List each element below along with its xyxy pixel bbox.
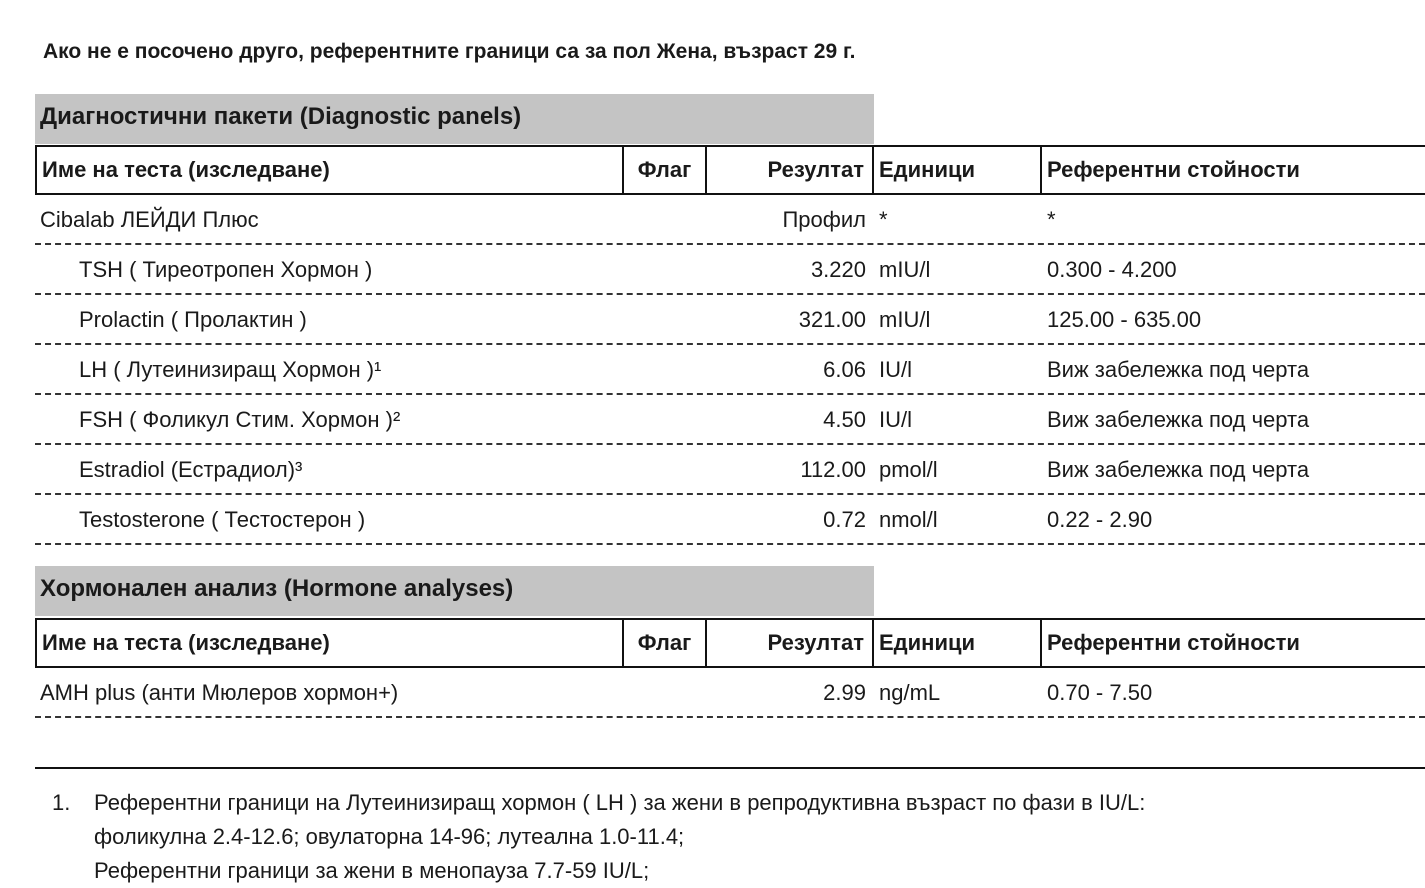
test-name: FSH ( Фоликул Стим. Хормон )² xyxy=(79,406,401,432)
test-reference: 0.300 - 4.200 xyxy=(1047,256,1177,282)
test-units: ng/mL xyxy=(879,679,941,705)
section-title-hormone-analyses: Хормонален анализ (Hormone analyses) xyxy=(35,566,874,616)
table-header-hormone-analyses xyxy=(35,618,1425,668)
footnote-line: Референтни граници на Лутеинизиращ хормон ( LH ) за жени в репродуктивна възраст по фази в IU/L: xyxy=(94,790,1146,815)
table-row xyxy=(35,496,1425,545)
test-name: AMH plus (анти Мюлеров хормон+) xyxy=(40,679,399,705)
table-row xyxy=(35,396,1425,445)
test-reference: Виж забележка под черта xyxy=(1047,356,1310,382)
column-header-reference: Референтни стойности xyxy=(1047,630,1300,655)
column-header-name: Име на теста (изследване) xyxy=(35,147,624,193)
test-name: Cibalab ЛЕЙДИ Плюс xyxy=(40,206,259,232)
test-units: nmol/l xyxy=(879,506,938,532)
test-units: IU/l xyxy=(879,406,912,432)
test-units: mIU/l xyxy=(879,256,931,282)
column-header-units: Единици xyxy=(874,620,1042,666)
footnote-line: Референтни граници за жени в менопауза 7.7-59 IU/L; xyxy=(94,858,650,883)
test-reference: Виж забележка под черта xyxy=(1047,406,1310,432)
footnote-number: 1. xyxy=(52,790,71,815)
table-header-diagnostic-panels xyxy=(35,145,1425,195)
reference-notice: Ако не е посочено друго, референтните граници са за пол Жена, възраст 29 г. xyxy=(43,40,856,63)
column-header-result: Резултат xyxy=(707,147,874,193)
column-header-result: Резултат xyxy=(707,620,874,666)
test-result: 2.99 xyxy=(823,679,866,705)
test-reference: * xyxy=(1047,206,1056,232)
test-name: Estradiol (Естрадиол)³ xyxy=(79,456,303,482)
test-units: * xyxy=(879,206,888,232)
test-reference: Виж забележка под черта xyxy=(1047,456,1310,482)
test-result: 321.00 xyxy=(798,306,866,332)
test-units: pmol/l xyxy=(879,456,938,482)
column-header-flag: Флаг xyxy=(624,147,707,193)
table-row xyxy=(35,296,1425,345)
test-result: 4.50 xyxy=(823,406,866,432)
column-header-flag: Флаг xyxy=(624,620,707,666)
column-header-name: Име на теста (изследване) xyxy=(35,620,624,666)
test-result: 3.220 xyxy=(810,256,866,282)
table-row xyxy=(35,669,1425,718)
test-result: Профил xyxy=(782,206,866,232)
test-name: Prolactin ( Пролактин ) xyxy=(79,306,307,332)
table-row xyxy=(35,196,1425,245)
table-row xyxy=(35,446,1425,495)
test-units: mIU/l xyxy=(879,306,931,332)
test-result: 0.72 xyxy=(823,506,866,532)
column-header-reference: Референтни стойности xyxy=(1047,157,1300,182)
test-result: 6.06 xyxy=(823,356,866,382)
table-row xyxy=(35,346,1425,395)
footnote-divider xyxy=(35,767,1425,769)
test-name: TSH ( Тиреотропен Хормон ) xyxy=(79,256,373,282)
section-title-diagnostic-panels: Диагностични пакети (Diagnostic panels) xyxy=(35,94,874,144)
test-result: 112.00 xyxy=(800,456,866,482)
test-reference: 0.22 - 2.90 xyxy=(1047,506,1153,532)
test-name: Testosterone ( Тестостерон ) xyxy=(79,506,366,532)
test-units: IU/l xyxy=(879,356,912,382)
test-name: LH ( Лутеинизиращ Хормон )¹ xyxy=(79,356,382,382)
footnote-text xyxy=(94,786,1394,888)
footnote-line: фоликулна 2.4-12.6; овулаторна 14-96; лутеална 1.0-11.4; xyxy=(94,824,685,849)
test-reference: 125.00 - 635.00 xyxy=(1047,306,1202,332)
test-reference: 0.70 - 7.50 xyxy=(1047,679,1153,705)
column-header-units: Единици xyxy=(874,147,1042,193)
table-row xyxy=(35,246,1425,295)
